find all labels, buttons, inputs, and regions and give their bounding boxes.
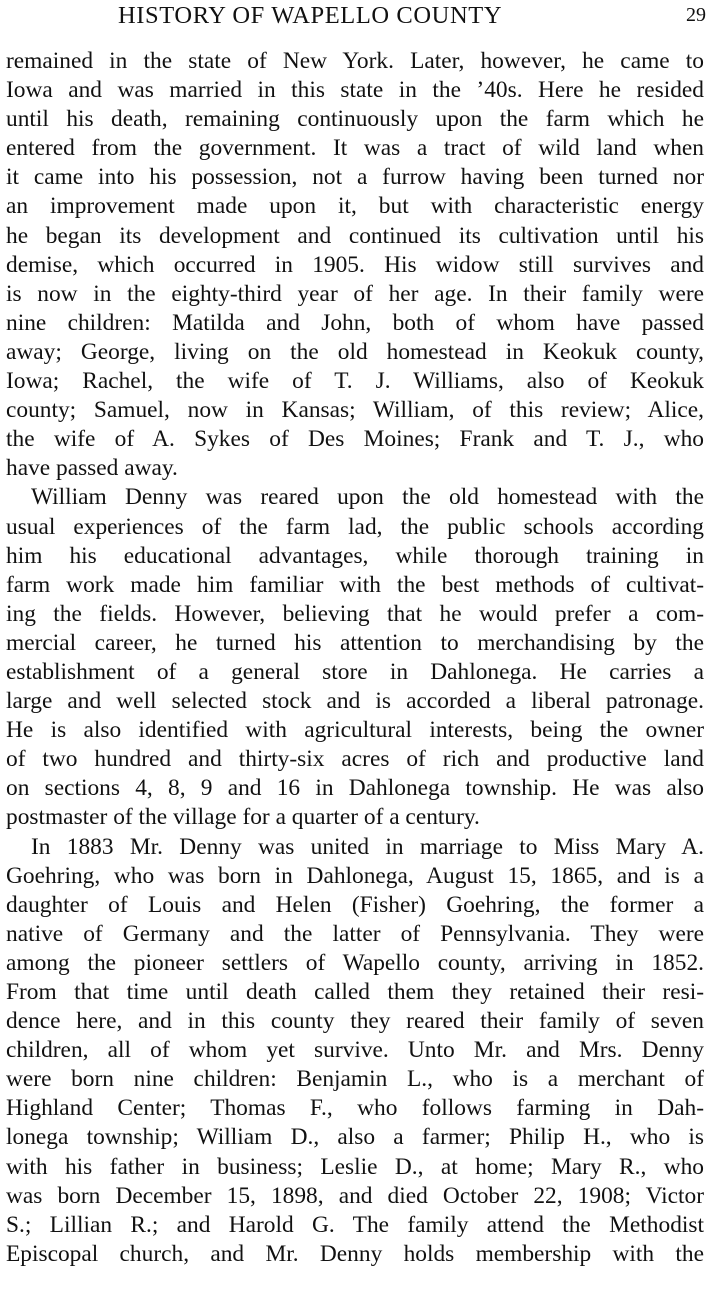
text-line: He is also identified with agricultural interests, being the owner: [6, 717, 704, 744]
text-line: Episcopal church, and Mr. Denny holds membership with the: [6, 1240, 704, 1267]
text-line: Iowa; Rachel, the wife of T. J. Williams, also of Keokuk: [6, 368, 704, 395]
text-line: native of Germany and the latter of Pennsylvania. They were: [6, 920, 704, 947]
text-line: among the pioneer settlers of Wapello county, arriving in 1852.: [6, 949, 704, 976]
text-line: were born nine children: Benjamin L., who is a merchant of: [6, 1066, 704, 1093]
text-line: demise, which occurred in 1905. His widow still survives and: [6, 251, 704, 278]
text-line: was born December 15, 1898, and died October 22, 1908; Victor: [6, 1182, 704, 1209]
text-line: Goehring, who was born in Dahlonega, August 15, 1865, and is a: [6, 862, 704, 889]
text-line: Highland Center; Thomas F., who follows farming in Dah-: [6, 1095, 704, 1122]
text-line: establishment of a general store in Dahlonega. He carries a: [6, 658, 704, 685]
paragraph-start-line: William Denny was reared upon the old homestead with the: [31, 484, 704, 511]
text-line: it came into his possession, not a furrow having been turned nor: [6, 164, 704, 191]
text-line: children, all of whom yet survive. Unto Mr. and Mrs. Denny: [6, 1037, 704, 1064]
running-title: HISTORY OF WAPELLO COUNTY: [118, 2, 503, 29]
text-line: away; George, living on the old homestead in Keokuk county,: [6, 338, 704, 365]
text-line: lonega township; William D., also a farmer; Philip H., who is: [6, 1124, 704, 1151]
text-line: large and well selected stock and is accorded a liberal patronage.: [6, 688, 704, 715]
text-line: remained in the state of New York. Later, however, he came to: [6, 48, 704, 74]
text-line: the wife of A. Sykes of Des Moines; Frank and T. J., who: [6, 426, 704, 453]
text-line: until his death, remaining continuously upon the farm which he: [6, 106, 704, 133]
body-text: [6, 47, 704, 1269]
running-header: [0, 2, 714, 34]
text-line: S.; Lillian R.; and Harold G. The family attend the Methodist: [6, 1211, 704, 1238]
text-line: with his father in business; Leslie D., at home; Mary R., who: [6, 1153, 704, 1180]
text-line: usual experiences of the farm lad, the public schools according: [6, 513, 704, 540]
text-line: daughter of Louis and Helen (Fisher) Goehring, the former a: [6, 891, 704, 918]
text-line: nine children: Matilda and John, both of whom have passed: [6, 309, 704, 336]
text-line: him his educational advantages, while thorough training in: [6, 542, 704, 569]
text-line: entered from the government. It was a tract of wild land when: [6, 135, 704, 162]
text-line: county; Samuel, now in Kansas; William, of this review; Alice,: [6, 397, 704, 424]
paragraph-end-line: postmaster of the village for a quarter of a century.: [6, 804, 480, 831]
text-line: From that time until death called them they retained their resi-: [6, 979, 704, 1005]
paragraph-end-line: have passed away.: [6, 455, 178, 482]
text-line: ing the fields. However, believing that he would prefer a com-: [6, 600, 704, 627]
text-line: is now in the eighty-third year of her age. In their family were: [6, 280, 704, 307]
text-line: of two hundred and thirty-six acres of rich and productive land: [6, 746, 704, 773]
text-line: dence here, and in this county they reared their family of seven: [6, 1008, 704, 1035]
page-number: 29: [686, 4, 706, 26]
text-line: an improvement made upon it, but with characteristic energy: [6, 193, 704, 220]
text-line: on sections 4, 8, 9 and 16 in Dahlonega township. He was also: [6, 775, 704, 802]
text-line: farm work made him familiar with the best methods of cultivat-: [6, 571, 704, 598]
text-line: Iowa and was married in this state in the ’40s. Here he resided: [6, 77, 704, 104]
text-line: mercial career, he turned his attention to merchandising by the: [6, 629, 704, 656]
text-line: he began its development and continued its cultivation until his: [6, 222, 704, 249]
paragraph-start-line: In 1883 Mr. Denny was united in marriage to Miss Mary A.: [31, 833, 704, 860]
